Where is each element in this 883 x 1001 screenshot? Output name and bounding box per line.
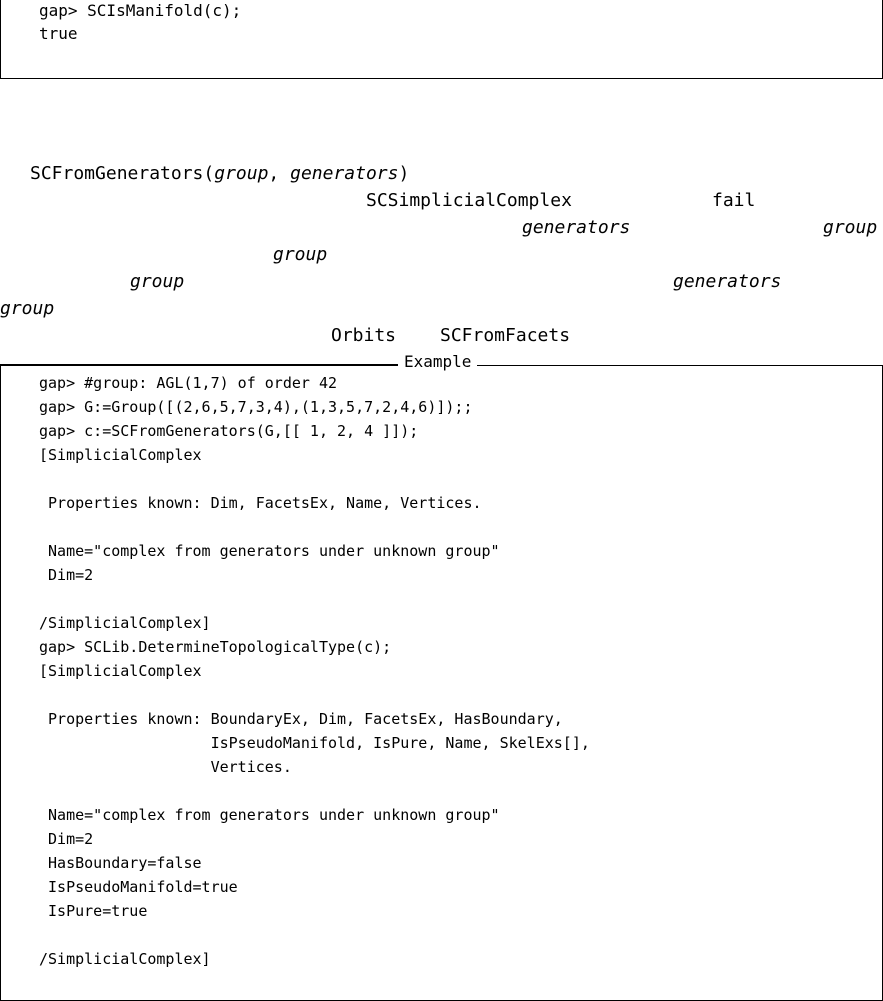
code-line: HasBoundary=false bbox=[39, 854, 202, 872]
code-line: [SimplicialComplex bbox=[39, 662, 202, 680]
term-group: group bbox=[0, 298, 55, 319]
code-line: Vertices. bbox=[39, 758, 292, 776]
see-also-orbits: Orbits bbox=[331, 325, 397, 346]
code-line: Dim=2 bbox=[39, 830, 94, 848]
signature-close: ) bbox=[398, 163, 410, 184]
code-line: Properties known: BoundaryEx, Dim, FacetsEx, HasBoundary, bbox=[39, 710, 563, 728]
see-also-scfromfacets: SCFromFacets bbox=[440, 325, 571, 346]
code-line: Dim=2 bbox=[39, 566, 94, 584]
term-group: group bbox=[130, 271, 185, 292]
code-line: Properties known: Dim, FacetsEx, Name, Vertices. bbox=[39, 494, 482, 512]
return-type: SCSimplicialComplex bbox=[366, 190, 572, 211]
arg-generators: generators bbox=[290, 163, 399, 184]
code-line: IsPseudoManifold, IsPure, Name, SkelExs[], bbox=[39, 734, 590, 752]
arg-group: group bbox=[214, 163, 269, 184]
term-generators: generators bbox=[522, 217, 631, 238]
code-line: IsPure=true bbox=[39, 902, 148, 920]
code-line: /SimplicialComplex] bbox=[39, 950, 211, 968]
label-rule-left bbox=[0, 364, 398, 365]
code-line: [SimplicialComplex bbox=[39, 446, 202, 464]
term-group: group bbox=[823, 217, 878, 238]
function-name: SCFromGenerators( bbox=[30, 163, 215, 184]
code-line: gap> c:=SCFromGenerators(G,[[ 1, 2, 4 ]]); bbox=[39, 422, 419, 440]
code-line: Name="complex from generators under unknown group" bbox=[39, 806, 500, 824]
code-line: /SimplicialComplex] bbox=[39, 614, 211, 632]
example-label: Example bbox=[398, 352, 477, 372]
arg-separator: , bbox=[268, 163, 291, 184]
function-signature bbox=[30, 163, 409, 185]
fail-value: fail bbox=[712, 190, 756, 211]
code-line: gap> SCIsManifold(c); bbox=[39, 1, 242, 20]
code-line: true bbox=[39, 24, 78, 43]
term-group: group bbox=[273, 244, 328, 265]
code-line: Name="complex from generators under unknown group" bbox=[39, 542, 500, 560]
previous-example-box bbox=[0, 0, 883, 79]
code-line: gap> G:=Group([(2,6,5,7,3,4),(1,3,5,7,2,4,6)]);; bbox=[39, 398, 473, 416]
code-line: gap> #group: AGL(1,7) of order 42 bbox=[39, 374, 338, 392]
code-line: gap> SCLib.DetermineTopologicalType(c); bbox=[39, 638, 392, 656]
term-generators: generators bbox=[673, 271, 782, 292]
code-line: IsPseudoManifold=true bbox=[39, 878, 238, 896]
example-box bbox=[0, 365, 883, 1001]
